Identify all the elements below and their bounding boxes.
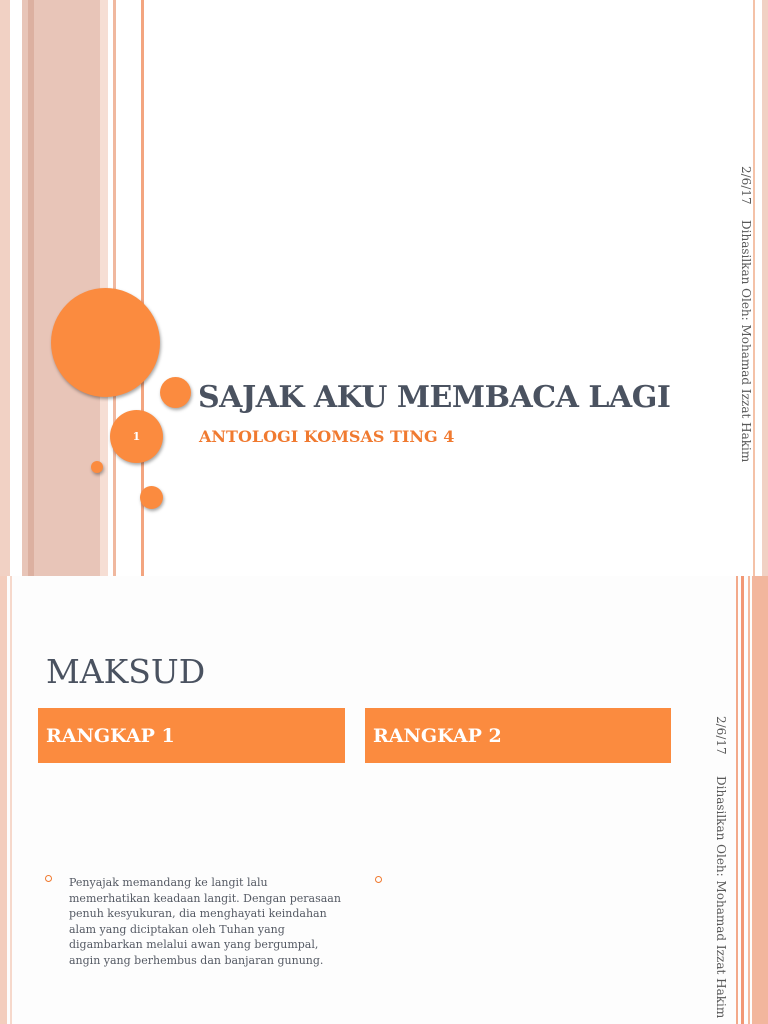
slide-title: SAJAK AKU MEMBACA LAGI — [198, 380, 671, 415]
slide-number: 1 — [132, 430, 141, 443]
decorative-circle-large — [51, 288, 160, 397]
section-title: MAKSUD — [46, 652, 206, 691]
column-heading-label: RANGKAP 1 — [46, 724, 175, 747]
right-border — [752, 576, 768, 1024]
decorative-line — [741, 576, 744, 1024]
decorative-line — [10, 576, 12, 1024]
footer-author: Dihasilkan Oleh: Mohamad Izzat Hakim — [714, 776, 728, 1019]
left-border — [0, 0, 10, 576]
decorative-circle-small — [91, 461, 103, 473]
decorative-circle-small — [140, 486, 163, 509]
bullet-icon — [45, 875, 52, 882]
bullet-icon — [375, 876, 382, 883]
column-heading-rangkap-2 — [365, 708, 671, 763]
decorative-circle-medium — [160, 377, 191, 408]
footer-date: 2/6/17 — [739, 166, 753, 205]
left-border — [0, 576, 7, 1024]
decorative-band — [28, 0, 34, 576]
slide-number-badge — [110, 410, 163, 463]
footer-date: 2/6/17 — [714, 716, 728, 755]
right-border — [762, 0, 768, 576]
decorative-line — [753, 0, 755, 576]
slide-subtitle: ANTOLOGI KOMSAS TING 4 — [199, 427, 455, 446]
column-heading-label: RANGKAP 2 — [373, 724, 502, 747]
decorative-line — [748, 576, 750, 1024]
column-heading-rangkap-1 — [38, 708, 345, 763]
decorative-line — [736, 576, 738, 1024]
column-body-text: Penyajak memandang ke langit lalu memerhatikan keadaan langit. Dengan perasaan penuh kesyukuran, dia menghayati keindahan alam yang diciptakan oleh Tuhan yang digambarkan melalui awan yang bergumpal, angin yang berhembus dan banjaran gunung. — [69, 876, 341, 967]
footer-author: Dihasilkan Oleh: Mohamad Izzat Hakim — [739, 220, 753, 463]
